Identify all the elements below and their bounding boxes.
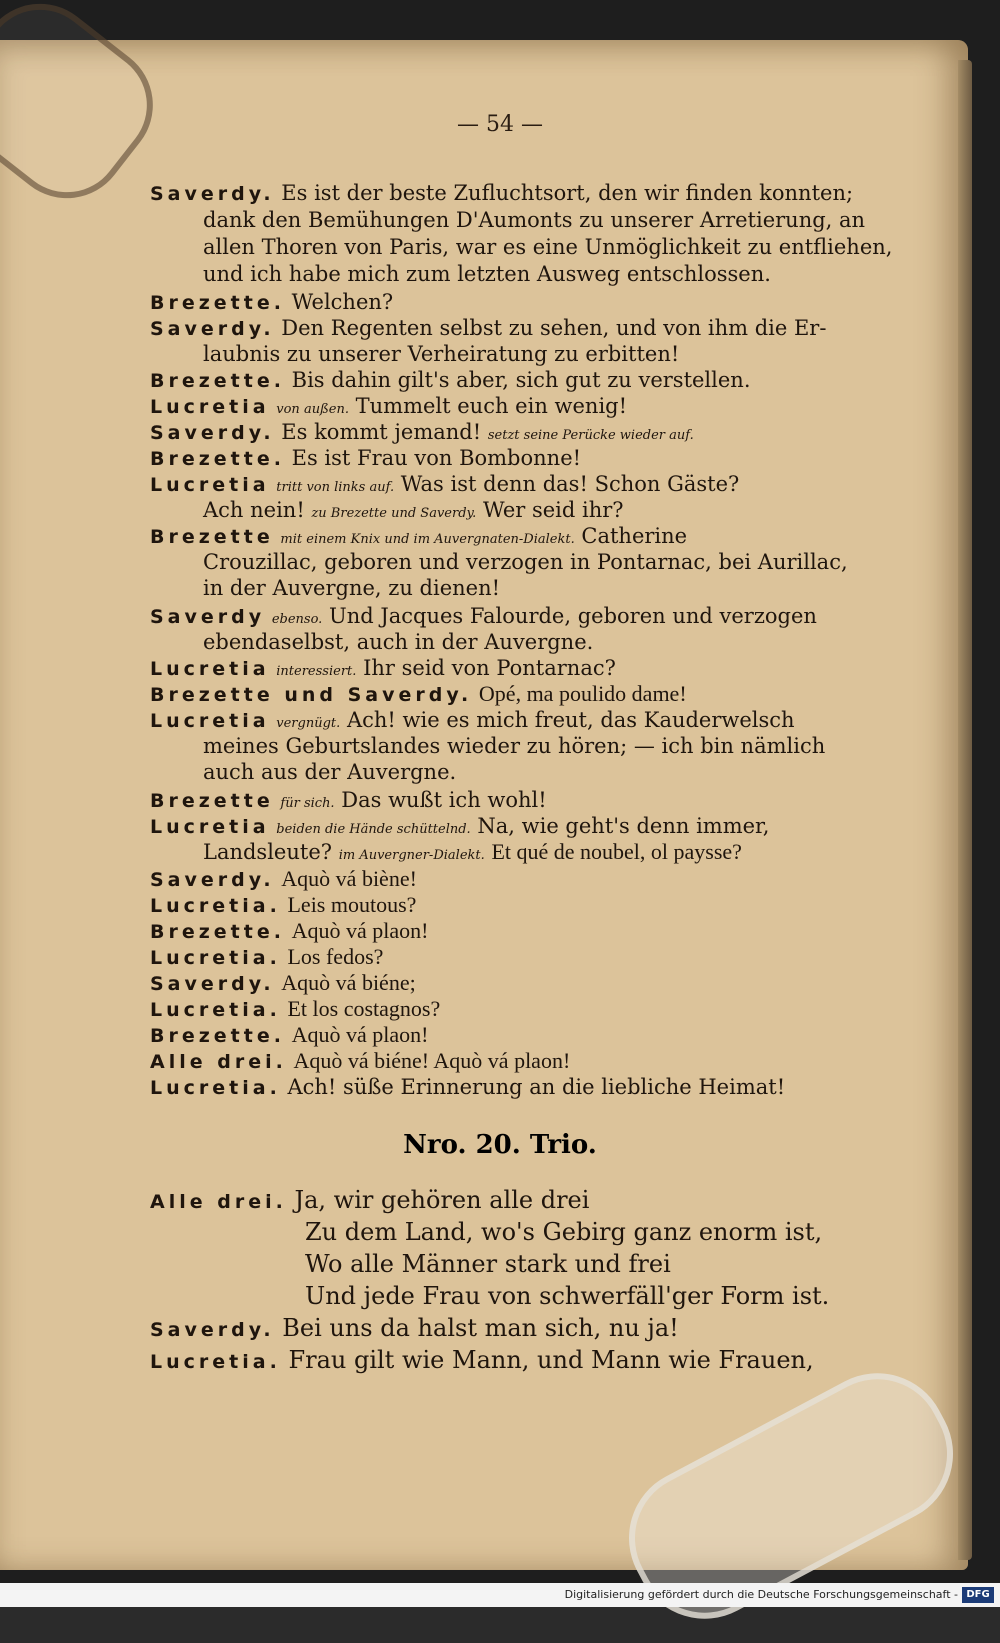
page-edge [958,60,972,1560]
line-text: Es kommt jemand! [281,420,482,444]
line-text: Wer seid ihr? [482,498,624,522]
speaker-name: Lucretia. [150,999,281,1021]
speaker-name: Saverdy. [150,318,275,340]
text-line [150,681,687,707]
dialect-text: Aquò vá biéne! Aquò vá plaon! [293,1048,571,1073]
speaker-name: Alle drei. [150,1191,287,1213]
text-line [150,892,416,918]
speaker-name: Brezette. [150,370,285,392]
line-text: Und Jacques Falourde, geboren und verzogen [329,604,817,628]
stage-direction: setzt seine Perücke wieder auf. [487,428,694,443]
text-line [150,787,547,813]
stage-direction: zu Brezette und Saverdy. [311,506,477,521]
line-text: Bei uns da halst man sich, nu ja! [282,1314,679,1342]
text-line [203,759,456,785]
line-text: Was ist denn das! Schon Gäste? [400,472,740,496]
speaker-name: Brezette. [150,292,285,314]
text-line [150,523,687,549]
stage-direction: im Auvergner-Dialekt. [338,848,485,863]
song-line [305,1281,829,1311]
dialect-text: Et los costagnos? [287,996,441,1021]
speaker-name: Lucretia [150,710,270,732]
text-line [150,655,616,681]
speaker-name: Lucretia. [150,947,281,969]
text-line [150,289,393,315]
text-line [150,918,429,944]
stage-direction: für sich. [280,796,335,811]
section-heading: Nro. 20. Trio. [403,1130,597,1160]
line-text: Bis dahin gilt's aber, sich gut zu verstellen. [291,368,751,392]
song-line [150,1313,679,1343]
text-line [150,471,739,497]
speaker-name: Brezette [150,790,274,812]
text-line [150,603,817,629]
speaker-name: Saverdy. [150,422,275,444]
line-text: Es ist Frau von Bombonne! [291,446,582,470]
line-text: laubnis zu unserer Verheiratung zu erbitten! [203,342,680,366]
dialect-text: Et qué de noubel, ol paysse? [491,839,742,864]
stage-direction: von außen. [276,402,349,417]
line-text: Frau gilt wie Mann, und Mann wie Frauen, [288,1346,814,1374]
line-text: Welchen? [291,290,394,314]
text-line [203,497,624,523]
dialect-text: Los fedos? [287,944,384,969]
speaker-name: Brezette [150,526,274,548]
text-line [150,970,416,996]
song-line [150,1345,814,1375]
speaker-name: Saverdy [150,606,266,628]
text-line [150,1022,429,1048]
speaker-name: Saverdy. [150,869,275,891]
speaker-name: Alle drei. [150,1051,287,1073]
line-text: dank den Bemühungen D'Aumonts zu unserer Arretierung, an [203,208,866,232]
speaker-name: Lucretia. [150,895,281,917]
line-text: Ach! wie es mich freut, das Kauderwelsch [346,708,795,732]
stage-direction: tritt von links auf. [276,480,395,495]
text-line [150,707,795,733]
dialect-text: Opé, ma poulido dame! [478,681,687,706]
speaker-name: Brezette. [150,448,285,470]
speaker-name: Lucretia [150,396,270,418]
line-text: Tummelt euch ein wenig! [355,394,628,418]
line-text: Es ist der beste Zufluchtsort, den wir finden konnten; [281,181,854,205]
stage-direction: vergnügt. [276,716,341,731]
text-line [150,866,417,892]
line-text: Crouzillac, geboren und verzogen in Pontarnac, bei Aurillac, [203,550,848,574]
speaker-name: Lucretia [150,658,270,680]
speaker-name: Saverdy. [150,1319,275,1341]
text-line [150,445,581,471]
song-line [305,1249,671,1279]
line-text: Ach nein! [203,498,305,522]
line-text: Landsleute? [203,840,333,864]
dfg-logo: DFG [962,1587,994,1603]
stage-direction: mit einem Knix und im Auvergnaten-Dialekt. [280,532,575,547]
line-text: in der Auvergne, zu dienen! [203,576,501,600]
text-line [203,207,865,233]
line-text: Na, wie geht's denn immer, [477,814,770,838]
line-text: Catherine [581,524,688,548]
text-line [203,341,679,367]
song-line [150,1185,589,1215]
line-text: Und jede Frau von schwerfäll'ger Form ist. [305,1282,830,1310]
text-line [203,575,500,601]
text-line [150,367,751,393]
text-line [203,234,892,260]
text-line [150,996,440,1022]
line-text: Wo alle Männer stark und frei [305,1250,671,1278]
text-line [203,733,825,759]
dialect-text: Aquò vá biéne; [281,970,416,995]
line-text: auch aus der Auvergne. [203,760,457,784]
text-line [203,629,593,655]
stage-direction: ebenso. [271,612,323,627]
text-line [150,813,769,839]
text-line [203,549,848,575]
speaker-name: Lucretia. [150,1077,281,1099]
speaker-name: Brezette. [150,921,285,943]
stage-direction: interessiert. [276,664,357,679]
song-line [305,1217,822,1247]
text-line [150,1048,570,1074]
speaker-name: Brezette und Saverdy. [150,684,473,706]
text-line [150,944,383,970]
page-number: — 54 — [457,112,543,137]
dialect-text: Aquò vá plaon! [291,1022,429,1047]
speaker-name: Saverdy. [150,183,275,205]
text-line [150,419,694,445]
text-line [150,1074,785,1100]
text-line [150,180,853,206]
text-line [203,839,742,865]
dialect-text: Aquò vá plaon! [291,918,429,943]
dialect-text: Leis moutous? [287,892,417,917]
line-text: meines Geburtslandes wieder zu hören; — ich bin nämlich [203,734,826,758]
line-text: und ich habe mich zum letzten Ausweg entschlossen. [203,262,771,286]
line-text: ebendaselbst, auch in der Auvergne. [203,630,594,654]
line-text: Ach! süße Erinnerung an die liebliche Heimat! [287,1075,786,1099]
speaker-name: Lucretia [150,816,270,838]
speaker-name: Brezette. [150,1025,285,1047]
funding-credit: Digitalisierung gefördert durch die Deutsche Forschungsgemeinschaft - [564,1588,958,1601]
footer-bar [0,1583,1000,1607]
line-text: Den Regenten selbst zu sehen, und von ihm die Er- [281,316,827,340]
line-text: Das wußt ich wohl! [341,788,547,812]
stage-direction: beiden die Hände schüttelnd. [276,822,471,837]
text-line [150,315,826,341]
speaker-name: Lucretia [150,474,270,496]
speaker-name: Lucretia. [150,1351,281,1373]
speaker-name: Saverdy. [150,973,275,995]
line-text: Ja, wir gehören alle drei [294,1186,590,1214]
line-text: Ihr seid von Pontarnac? [363,656,616,680]
text-line [150,393,627,419]
dialect-text: Aquò vá biène! [281,866,417,891]
text-line [203,261,771,287]
line-text: allen Thoren von Paris, war es eine Unmöglichkeit zu entfliehen, [203,235,893,259]
line-text: Zu dem Land, wo's Gebirg ganz enorm ist, [305,1218,823,1246]
